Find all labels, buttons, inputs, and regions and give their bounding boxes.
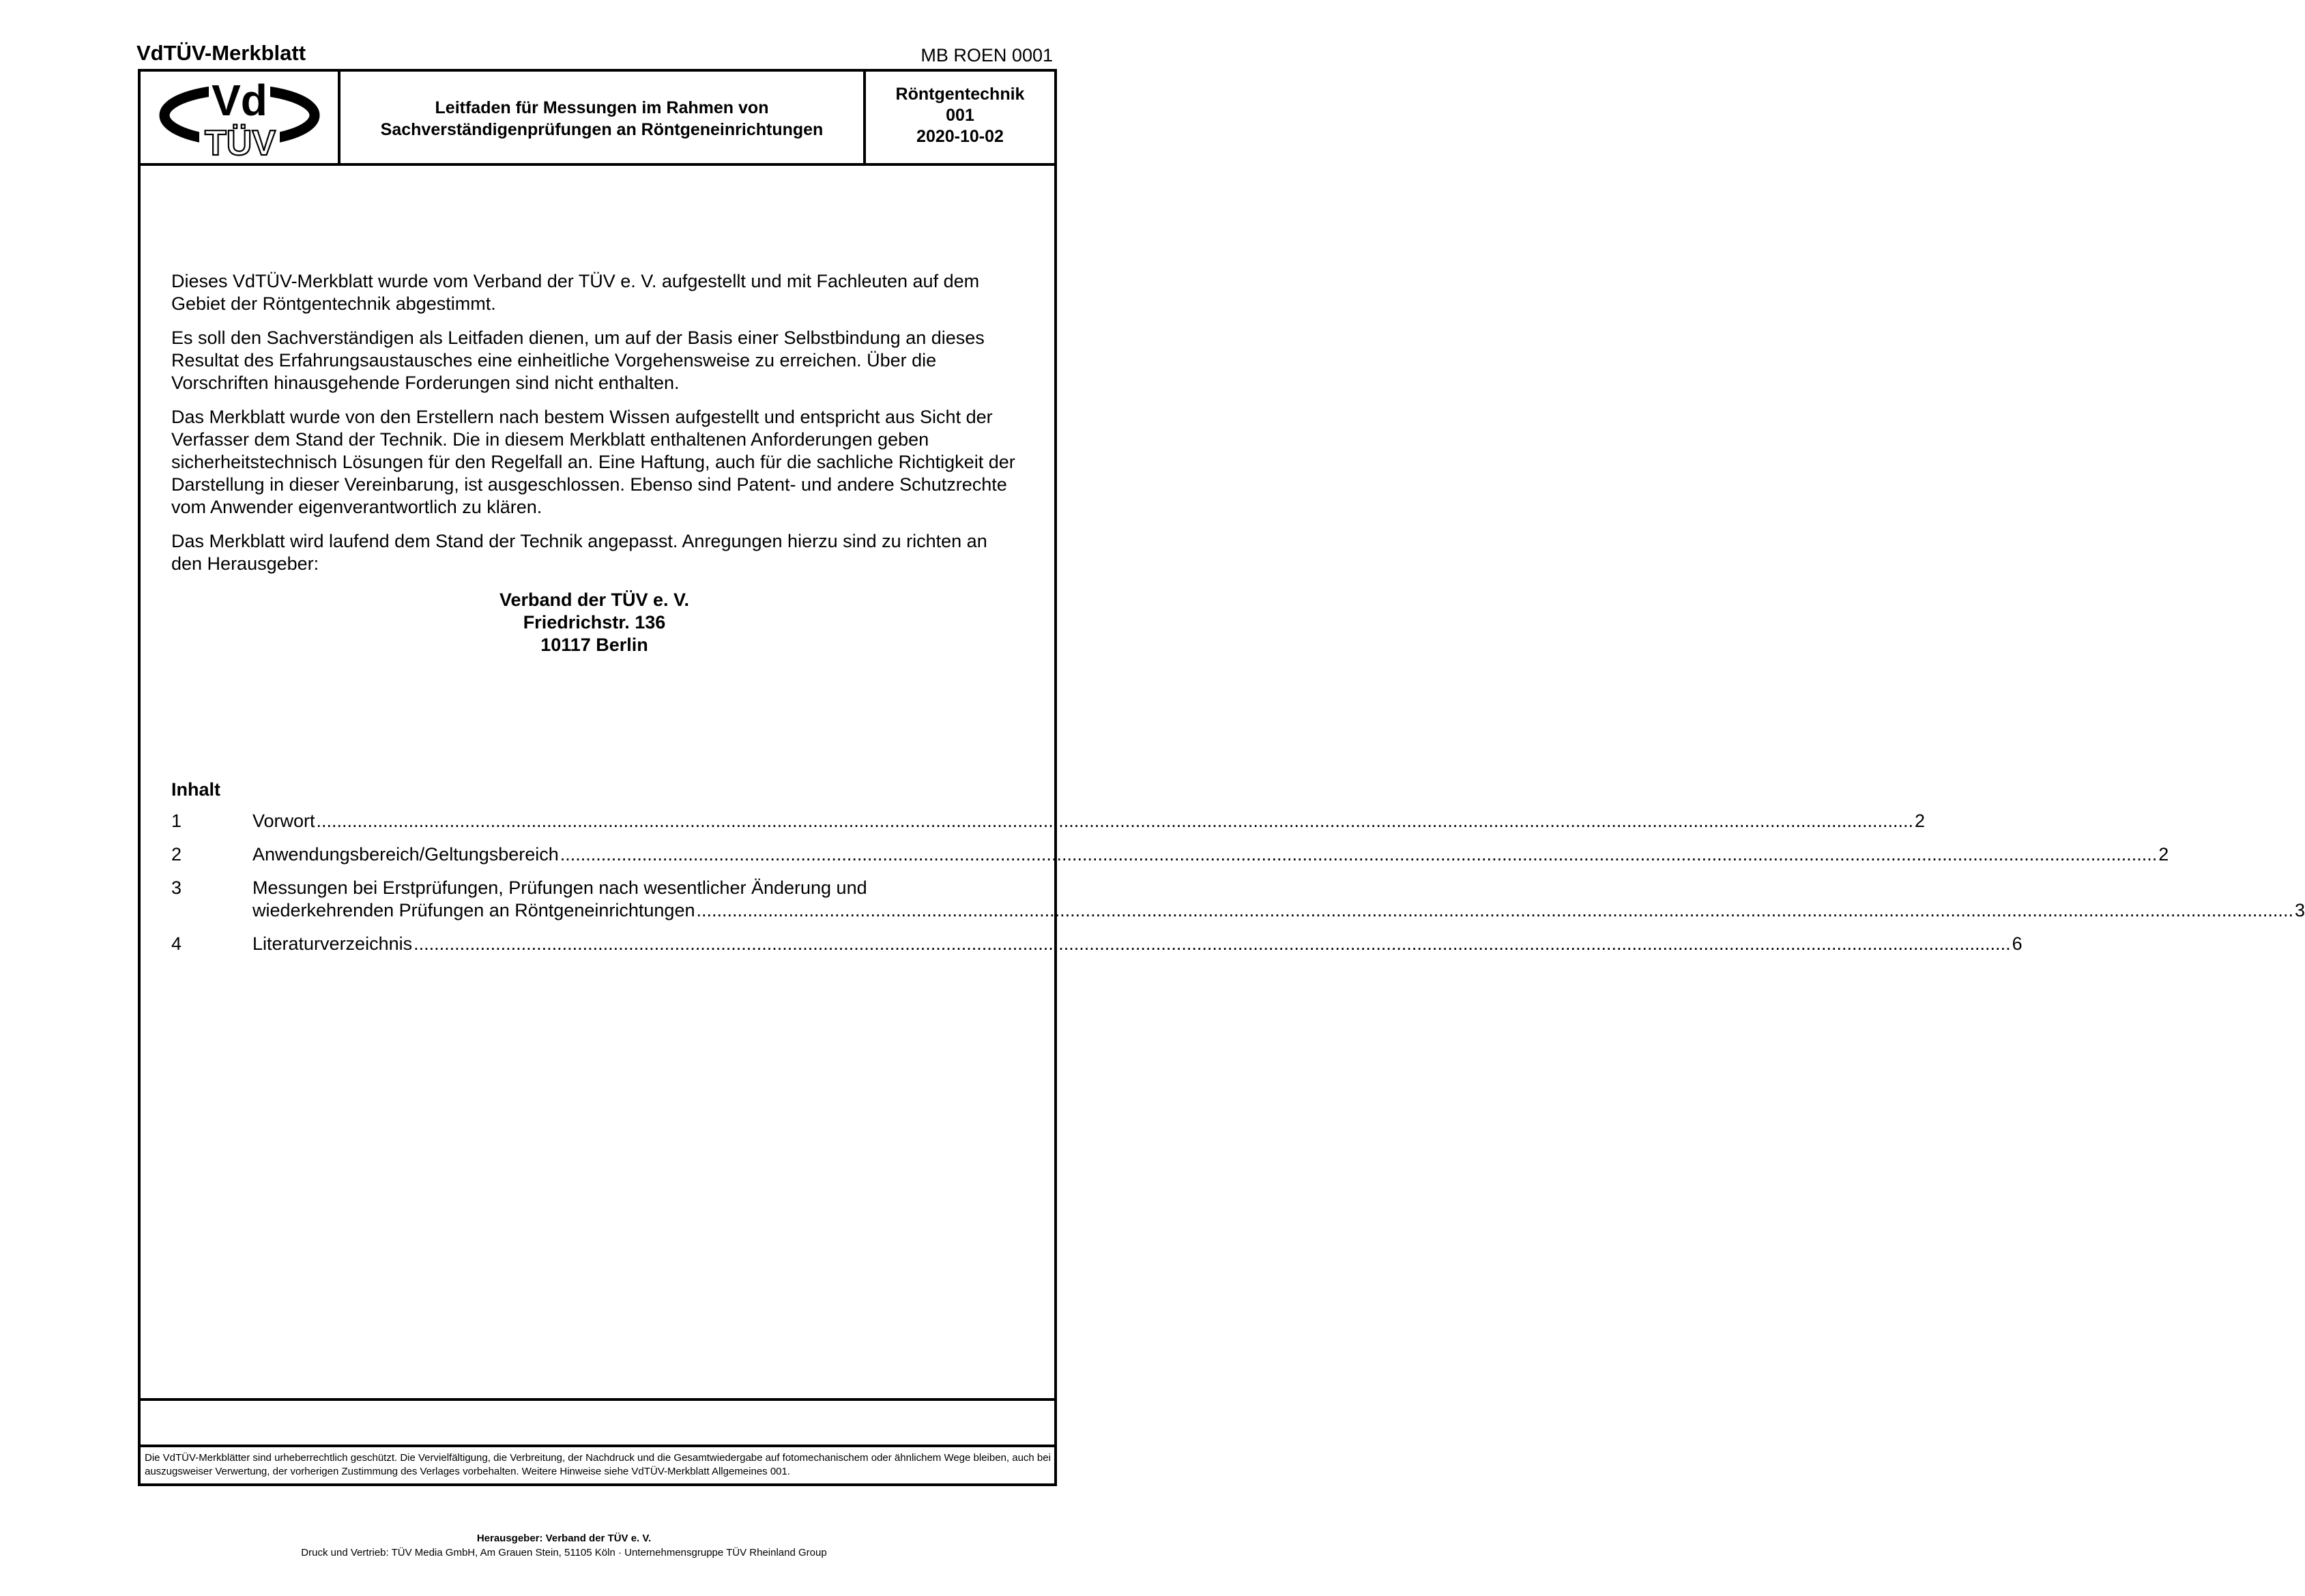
footer-distribution: Druck und Vertrieb: TÜV Media GmbH, Am Grauen Stein, 51105 Köln · Unternehmensgruppe TÜV Rheinland Group [301,1547,827,1558]
frame-divider-upper [141,1398,1054,1401]
frame-divider-lower [141,1445,1054,1447]
logo-cell [141,72,340,163]
vdtuev-logo-icon [160,76,319,163]
document-date: 2020-10-02 [916,126,1004,146]
toc-page: 2 [2158,844,2169,865]
intro-paragraph: Das Merkblatt wurde von den Erstellern nach bestem Wissen aufgestellt und entspricht aus Sicht der Verfasser dem Stand der Technik. Die in diesem Merkblatt enthaltenen Anforderungen geben sicherheitstechnisch Lösungen für den Regelfall an. Eine Haftung, auch für die sachliche Richtigkeit der Darstellung in dieser Vereinbarung, ist ausgeschlossen. Ebenso sind Patent- und andere Schutzrechte vom Anwender eigenverantwortlich zu klären. [171,407,1015,517]
table-of-contents [171,810,2305,966]
toc-page: 6 [2012,933,2023,954]
logo-text-bottom: TÜV [204,124,276,163]
toc-leader [696,899,2293,922]
footer-publisher: Herausgeber: Verband der TÜV e. V. [476,1533,652,1544]
toc-item-messungen[interactable] [171,877,2305,922]
toc-item-vorwort[interactable] [171,810,1926,832]
intro-paragraph: Es soll den Sachverständigen als Leitfaden dienen, um auf der Basis einer Selbstbindung an dieses Resultat des Erfahrungsaustausches eine einheitliche Vorgehensweise zu erreichen. Über die Vorschriften hinausgehende Forderungen sind nicht enthalten. [171,328,985,393]
header-table [138,69,1057,166]
toc-label: Anwendungsbereich/Geltungsbereich [252,844,559,865]
document-number: 001 [946,105,974,125]
intro-paragraph: Dieses VdTÜV-Merkblatt wurde vom Verband der TÜV e. V. aufgestellt und mit Fachleuten auf dem Gebiet der Röntgentechnik abgestimmt. [171,271,980,314]
address-name: Verband der TÜV e. V. [499,590,690,610]
toc-number: 4 [171,933,182,954]
document-code: MB ROEN 0001 [920,45,1053,66]
document-type-label: VdTÜV-Merkblatt [136,41,306,65]
toc-number: 3 [171,877,182,898]
page-footer [0,1531,1128,1560]
toc-label: wiederkehrenden Prüfungen an Röntgeneinrichtungen [252,900,695,920]
toc-label-line-1: Messungen bei Erstprüfungen, Prüfungen nach wesentlicher Änderung und [252,877,867,898]
toc-leader [317,810,1913,832]
title-line-1: Leitfaden für Messungen im Rahmen von [435,98,769,117]
address-street: Friedrichstr. 136 [523,612,666,633]
document-meta [866,72,1054,163]
toc-label: Vorwort [252,811,315,831]
document-title [340,72,866,163]
publisher-address [171,589,1017,656]
intro-paragraph: Das Merkblatt wird laufend dem Stand der Technik angepasst. Anregungen hierzu sind zu richten an den Herausgeber: [171,531,987,574]
toc-page: 3 [2294,900,2305,920]
toc-label: Literaturverzeichnis [252,933,413,954]
category: Röntgentechnik [895,84,1025,104]
copyright-notice: Die VdTÜV-Merkblätter sind urheberrechtlich geschützt. Die Vervielfältigung, die Verbreitung, der Nachdruck und die Gesamtwiedergabe auf fotomechanischem oder ähnlichem Wege bleiben, auch bei auszugsweiser Verwertung, der vorherigen Zustimmung des Verlages vorbehalten. Weitere Hinweise siehe VdTÜV-Merkblatt Allgemeines 001. [145,1452,1051,1477]
toc-number: 1 [171,811,182,831]
toc-title: Inhalt [171,779,220,800]
toc-leader [560,843,2157,866]
toc-page: 2 [1915,811,1926,831]
toc-item-literaturverzeichnis[interactable] [171,933,2023,955]
toc-leader [414,933,2010,955]
address-city: 10117 Berlin [540,635,648,655]
toc-number: 2 [171,844,182,865]
logo-text-top: Vd [211,76,267,125]
toc-item-anwendungsbereich[interactable] [171,843,2169,866]
intro-text [171,270,1017,656]
title-line-2: Sachverständigenprüfungen an Röntgeneinrichtungen [380,120,824,139]
